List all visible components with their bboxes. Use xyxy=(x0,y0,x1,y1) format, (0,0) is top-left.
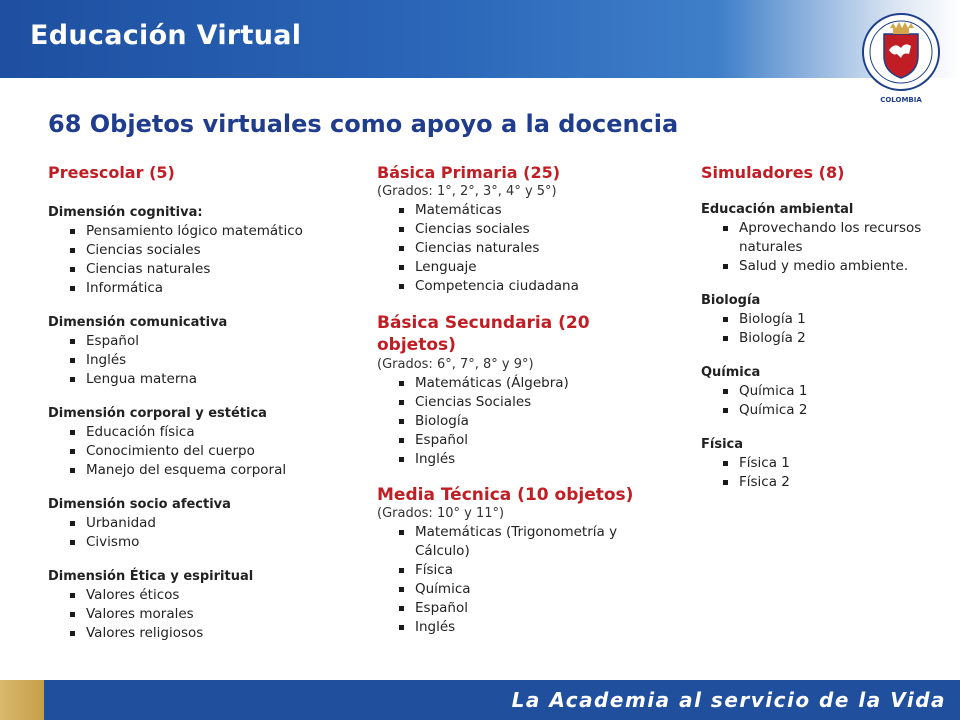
list-item: Conocimiento del cuerpo xyxy=(70,442,348,461)
dimension-list xyxy=(48,332,348,389)
dimension-heading: Dimensión Ética y espiritual xyxy=(48,569,254,584)
page-subtitle: 68 Objetos virtuales como apoyo a la docencia xyxy=(48,110,679,138)
simulator-list xyxy=(701,382,951,420)
basica-media-column xyxy=(377,163,677,637)
preescolar-title: Preescolar (5) xyxy=(48,163,175,182)
list-item: Ciencias Sociales xyxy=(399,393,677,412)
simuladores-title: Simuladores (8) xyxy=(701,163,845,182)
media-title: Media Técnica (10 objetos) xyxy=(377,485,634,505)
dimension-heading: Dimensión corporal y estética xyxy=(48,406,267,421)
list-item: Español xyxy=(399,599,669,618)
list-item: Salud y medio ambiente. xyxy=(723,257,938,276)
list-item: Manejo del esquema corporal xyxy=(70,461,348,480)
list-item: Inglés xyxy=(399,618,669,637)
list-item: Informática xyxy=(70,279,348,298)
dimension-heading: Dimensión comunicativa xyxy=(48,315,228,330)
primaria-grades: (Grados: 1°, 2°, 3°, 4° y 5°) xyxy=(377,184,557,199)
primaria-list xyxy=(377,201,677,296)
footer-bar xyxy=(0,680,960,720)
simulator-list xyxy=(701,454,951,492)
simulator-heading: Biología xyxy=(701,293,761,308)
list-item: Química 1 xyxy=(723,382,951,401)
footer-accent xyxy=(0,680,44,720)
dimension-heading: Dimensión socio afectiva xyxy=(48,497,231,512)
university-seal-icon xyxy=(860,10,942,108)
simulator-heading: Educación ambiental xyxy=(701,202,854,217)
dimension-list xyxy=(48,586,348,643)
secundaria-list xyxy=(377,374,677,469)
list-item: Valores éticos xyxy=(70,586,348,605)
list-item: Urbanidad xyxy=(70,514,348,533)
list-item: Biología 1 xyxy=(723,310,951,329)
list-item: Lenguaje xyxy=(399,258,677,277)
list-item: Valores religiosos xyxy=(70,624,348,643)
list-item: Ciencias sociales xyxy=(70,241,348,260)
secundaria-title: Básica Secundaria (20 objetos) xyxy=(377,313,590,355)
primaria-title: Básica Primaria (25) xyxy=(377,163,561,182)
list-item: Competencia ciudadana xyxy=(399,277,677,296)
list-item: Matemáticas (Trigonometría y Cálculo) xyxy=(399,523,669,561)
header-title: Educación Virtual xyxy=(30,20,302,51)
dimension-list xyxy=(48,423,348,480)
list-item: Biología xyxy=(399,412,677,431)
list-item: Educación física xyxy=(70,423,348,442)
dimension-list xyxy=(48,222,348,298)
media-grades: (Grados: 10° y 11°) xyxy=(377,506,505,521)
dimension-list xyxy=(48,514,348,552)
list-item: Inglés xyxy=(70,351,348,370)
list-item: Física 1 xyxy=(723,454,951,473)
list-item: Lengua materna xyxy=(70,370,348,389)
list-item: Español xyxy=(70,332,348,351)
list-item: Civismo xyxy=(70,533,348,552)
header-bar xyxy=(0,0,960,78)
list-item: Matemáticas xyxy=(399,201,677,220)
svg-text:COLOMBIA: COLOMBIA xyxy=(880,96,922,104)
simulator-heading: Química xyxy=(701,365,761,380)
dimension-heading: Dimensión cognitiva: xyxy=(48,205,203,220)
list-item: Matemáticas (Álgebra) xyxy=(399,374,677,393)
list-item: Inglés xyxy=(399,450,677,469)
list-item: Física xyxy=(399,561,669,580)
simulator-heading: Física xyxy=(701,437,744,452)
media-list xyxy=(377,523,669,637)
list-item: Aprovechando los recursos naturales xyxy=(723,219,938,257)
list-item: Ciencias naturales xyxy=(70,260,348,279)
preescolar-column xyxy=(48,163,348,643)
list-item: Química xyxy=(399,580,669,599)
list-item: Valores morales xyxy=(70,605,348,624)
simulator-list xyxy=(701,219,938,276)
list-item: Biología 2 xyxy=(723,329,951,348)
secundaria-grades: (Grados: 6°, 7°, 8° y 9°) xyxy=(377,357,534,372)
list-item: Química 2 xyxy=(723,401,951,420)
list-item: Ciencias sociales xyxy=(399,220,677,239)
footer-slogan: La Academia al servicio de la Vida xyxy=(511,688,946,712)
list-item: Pensamiento lógico matemático xyxy=(70,222,348,241)
list-item: Ciencias naturales xyxy=(399,239,677,258)
list-item: Física 2 xyxy=(723,473,951,492)
list-item: Español xyxy=(399,431,677,450)
simuladores-column xyxy=(701,163,951,492)
simulator-list xyxy=(701,310,951,348)
